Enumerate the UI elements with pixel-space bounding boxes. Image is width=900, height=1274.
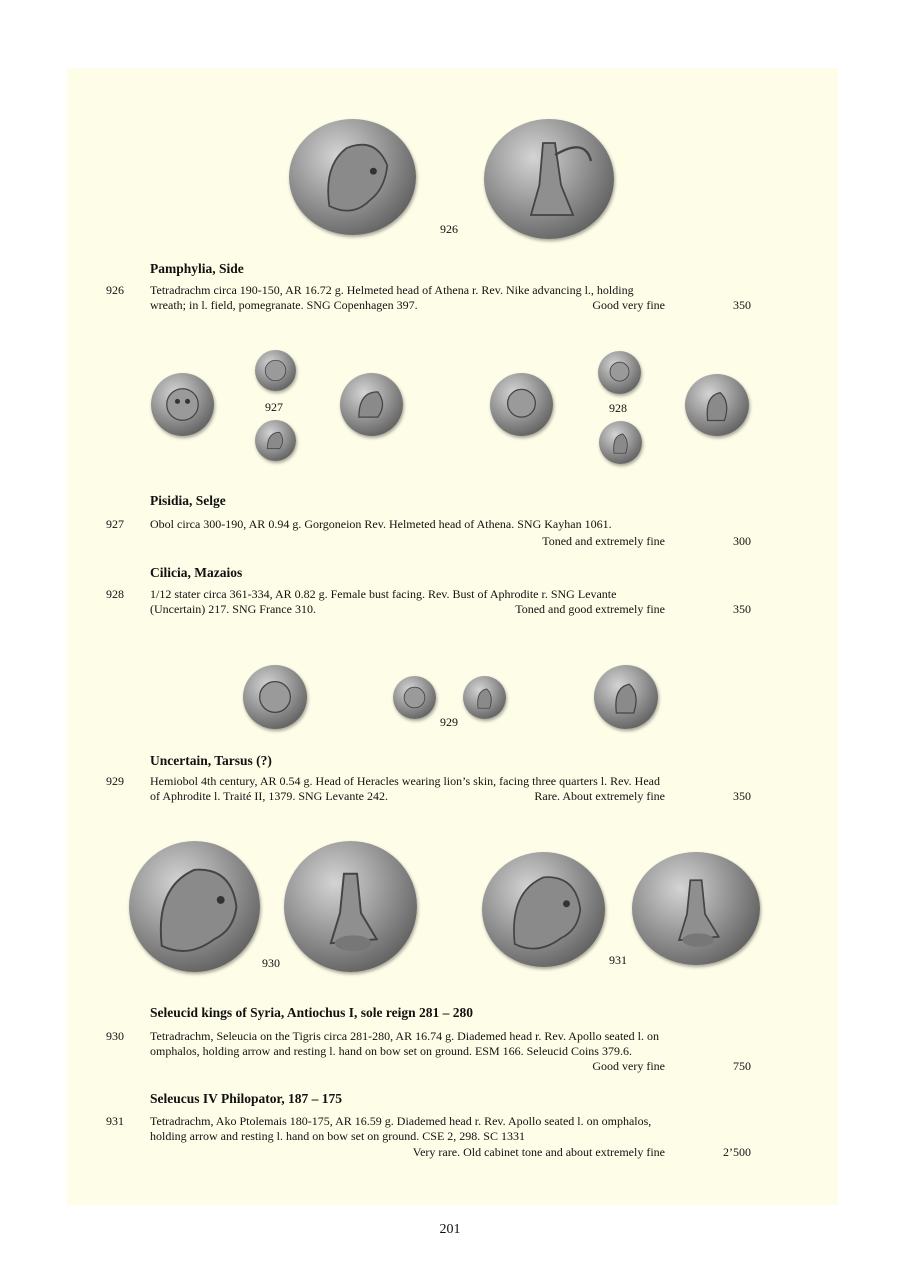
description-line: Hemiobol 4th century, AR 0.54 g. Head of Heracles wearing lion’s skin, facing three quarters l. Rev. Head bbox=[150, 774, 660, 788]
figure-label-930: 930 bbox=[262, 956, 280, 970]
price-930: 750 bbox=[733, 1059, 751, 1073]
lot-description-930 bbox=[150, 1029, 751, 1059]
aphrodite-head-icon bbox=[463, 676, 506, 719]
athena-head-icon bbox=[340, 373, 403, 436]
coin-927-reverse-large bbox=[340, 373, 403, 436]
lot-description-931 bbox=[150, 1114, 751, 1144]
coin-929-reverse-large bbox=[594, 665, 658, 729]
coin-926-obverse bbox=[289, 119, 416, 235]
gorgoneion-icon bbox=[151, 373, 214, 436]
coin-930-reverse bbox=[284, 841, 417, 972]
grade-926: Good very fine bbox=[592, 298, 665, 312]
grade-928: Toned and good extremely fine bbox=[515, 602, 665, 616]
description-line: holding arrow and resting l. hand on bow set on ground. CSE 2, 298. SC 1331 bbox=[150, 1129, 525, 1143]
coin-928-obverse-large bbox=[490, 373, 553, 436]
aphrodite-bust-icon bbox=[685, 374, 749, 436]
female-bust-icon bbox=[490, 373, 553, 436]
price-927: 300 bbox=[733, 534, 751, 548]
lot-number-928: 928 bbox=[106, 587, 124, 601]
gorgoneion-icon bbox=[255, 350, 296, 391]
grade-931: Very rare. Old cabinet tone and about extremely fine bbox=[412, 1145, 665, 1159]
coin-930-obverse bbox=[129, 841, 260, 972]
coin-928-reverse-large bbox=[685, 374, 749, 436]
coin-926-reverse bbox=[484, 119, 614, 239]
diademed-head-icon bbox=[482, 852, 605, 967]
heracles-head-icon bbox=[243, 665, 307, 729]
lot-description-927 bbox=[150, 517, 751, 532]
lot-number-931: 931 bbox=[106, 1114, 124, 1128]
grade-930: Good very fine bbox=[592, 1059, 665, 1073]
coin-929-obverse-large bbox=[243, 665, 307, 729]
diademed-head-icon bbox=[129, 841, 260, 972]
price-926: 350 bbox=[733, 298, 751, 312]
lot-number-927: 927 bbox=[106, 517, 124, 531]
aphrodite-head-icon bbox=[594, 665, 658, 729]
description-line: 1/12 stater circa 361-334, AR 0.82 g. Female bust facing. Rev. Bust of Aphrodite r. SNG Levante bbox=[150, 587, 617, 601]
coin-931-reverse bbox=[632, 852, 760, 965]
description-line: of Aphrodite l. Traité II, 1379. SNG Levante 242. bbox=[150, 789, 388, 803]
athena-head-icon bbox=[289, 119, 416, 235]
section-heading-926: Pamphylia, Side bbox=[150, 261, 244, 276]
lot-number-929: 929 bbox=[106, 774, 124, 788]
figure-label-926: 926 bbox=[440, 222, 458, 236]
section-heading-927: Pisidia, Selge bbox=[150, 493, 226, 508]
lot-number-926: 926 bbox=[106, 283, 124, 297]
lot-number-930: 930 bbox=[106, 1029, 124, 1043]
coin-929-obverse-small bbox=[393, 676, 436, 719]
figure-label-929: 929 bbox=[440, 715, 458, 729]
section-heading-929: Uncertain, Tarsus (?) bbox=[150, 753, 272, 768]
grade-929: Rare. About extremely fine bbox=[534, 789, 665, 803]
description-line: (Uncertain) 217. SNG France 310. bbox=[150, 602, 316, 616]
figure-label-928: 928 bbox=[609, 401, 627, 415]
coin-928-obverse-small bbox=[598, 351, 641, 394]
coin-928-reverse-small bbox=[599, 421, 642, 464]
nike-icon bbox=[484, 119, 614, 239]
price-929: 350 bbox=[733, 789, 751, 803]
description-line: wreath; in l. field, pomegranate. SNG Copenhagen 397. bbox=[150, 298, 418, 312]
description-line: Tetradrachm circa 190-150, AR 16.72 g. Helmeted head of Athena r. Rev. Nike advancing l., holding bbox=[150, 283, 634, 297]
description-line: Tetradrachm, Seleucia on the Tigris circa 281-280, AR 16.74 g. Diademed head r. Rev. Apollo seated l. on bbox=[150, 1029, 659, 1043]
description-line: Obol circa 300-190, AR 0.94 g. Gorgoneion Rev. Helmeted head of Athena. SNG Kayhan 1061. bbox=[150, 517, 612, 531]
grade-927: Toned and extremely fine bbox=[542, 534, 665, 548]
description-line: omphalos, holding arrow and resting l. hand on bow set on ground. ESM 166. Seleucid Coins 379.6. bbox=[150, 1044, 632, 1058]
seated-apollo-icon bbox=[284, 841, 417, 972]
section-heading-928: Cilicia, Mazaios bbox=[150, 565, 243, 580]
coin-927-obverse-small bbox=[255, 350, 296, 391]
figure-label-931: 931 bbox=[609, 953, 627, 967]
aphrodite-bust-icon bbox=[599, 421, 642, 464]
section-heading-930: Seleucid kings of Syria, Antiochus I, sole reign 281 – 280 bbox=[150, 1005, 474, 1020]
athena-head-icon bbox=[255, 420, 296, 461]
description-line: Tetradrachm, Ako Ptolemais 180-175, AR 16.59 g. Diademed head r. Rev. Apollo seated l. on omphalos, bbox=[150, 1114, 652, 1128]
price-928: 350 bbox=[733, 602, 751, 616]
section-heading-931: Seleucus IV Philopator, 187 – 175 bbox=[150, 1091, 343, 1106]
coin-927-obverse-large bbox=[151, 373, 214, 436]
female-bust-icon bbox=[598, 351, 641, 394]
heracles-head-icon bbox=[393, 676, 436, 719]
price-931: 2’500 bbox=[723, 1145, 751, 1159]
seated-apollo-icon bbox=[632, 852, 760, 965]
page-number: 201 bbox=[439, 1222, 461, 1237]
coin-931-obverse bbox=[482, 852, 605, 967]
figure-label-927: 927 bbox=[265, 400, 283, 414]
coin-927-reverse-small bbox=[255, 420, 296, 461]
coin-929-reverse-small bbox=[463, 676, 506, 719]
